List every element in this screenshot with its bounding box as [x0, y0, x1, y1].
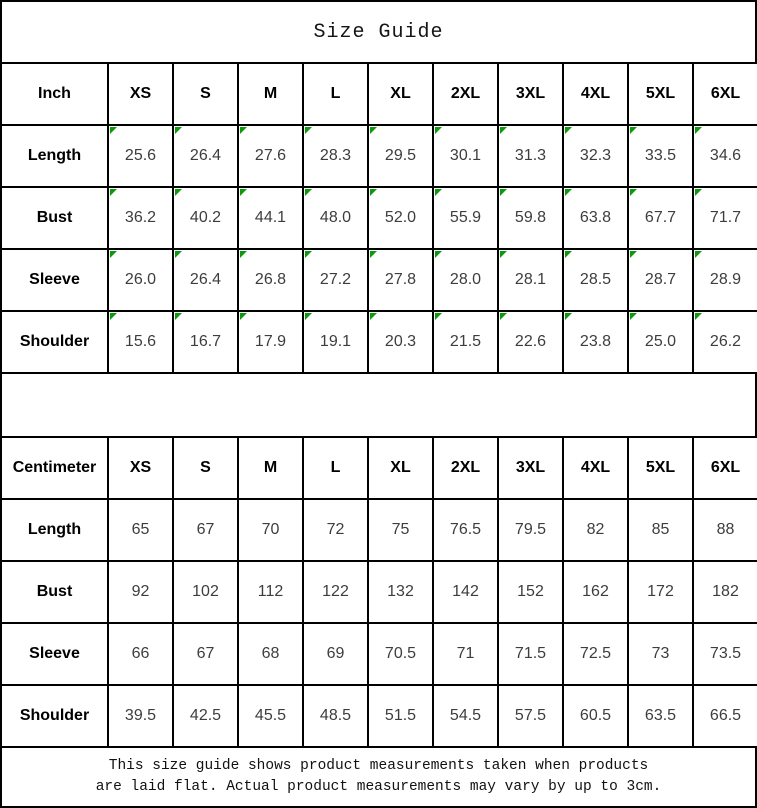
value-cell: 51.5 — [368, 685, 433, 747]
size-header-cell: XL — [368, 437, 433, 499]
size-header-cell: 6XL — [693, 437, 757, 499]
value-cell: 26.8 — [238, 249, 303, 311]
value-cell: 40.2 — [173, 187, 238, 249]
size-header-cell: 5XL — [628, 63, 693, 125]
value-cell: 66.5 — [693, 685, 757, 747]
row-label-cell: Sleeve — [1, 249, 108, 311]
value-cell: 36.2 — [108, 187, 173, 249]
corner-marker-icon — [695, 189, 702, 196]
row-label-cell: Bust — [1, 187, 108, 249]
corner-marker-icon — [240, 313, 247, 320]
value-cell: 63.5 — [628, 685, 693, 747]
size-header-cell: S — [173, 63, 238, 125]
value-cell: 20.3 — [368, 311, 433, 373]
value-cell: 48.5 — [303, 685, 368, 747]
size-header-cell: XS — [108, 63, 173, 125]
size-header-cell: L — [303, 437, 368, 499]
corner-marker-icon — [435, 127, 442, 134]
table-row — [1, 125, 757, 187]
value-cell: 28.9 — [693, 249, 757, 311]
inch-size-table — [0, 62, 757, 374]
page-title: Size Guide — [0, 0, 757, 62]
value-cell: 142 — [433, 561, 498, 623]
value-cell: 122 — [303, 561, 368, 623]
value-cell: 22.6 — [498, 311, 563, 373]
table-row — [1, 561, 757, 623]
size-header-cell: M — [238, 63, 303, 125]
value-cell: 112 — [238, 561, 303, 623]
value-cell: 152 — [498, 561, 563, 623]
size-header-cell: L — [303, 63, 368, 125]
value-cell: 132 — [368, 561, 433, 623]
corner-marker-icon — [435, 251, 442, 258]
corner-marker-icon — [565, 189, 572, 196]
value-cell: 82 — [563, 499, 628, 561]
size-header-cell: M — [238, 437, 303, 499]
corner-marker-icon — [240, 127, 247, 134]
value-cell: 70.5 — [368, 623, 433, 685]
value-cell: 26.2 — [693, 311, 757, 373]
size-header-cell: 2XL — [433, 437, 498, 499]
corner-marker-icon — [240, 189, 247, 196]
corner-marker-icon — [565, 313, 572, 320]
value-cell: 102 — [173, 561, 238, 623]
value-cell: 28.0 — [433, 249, 498, 311]
value-cell: 72 — [303, 499, 368, 561]
corner-marker-icon — [695, 313, 702, 320]
value-cell: 63.8 — [563, 187, 628, 249]
value-cell: 73.5 — [693, 623, 757, 685]
value-cell: 65 — [108, 499, 173, 561]
size-header-cell: XS — [108, 437, 173, 499]
size-header-cell: 6XL — [693, 63, 757, 125]
table-row — [1, 623, 757, 685]
table-row — [1, 63, 757, 125]
value-cell: 70 — [238, 499, 303, 561]
value-cell: 26.4 — [173, 249, 238, 311]
value-cell: 32.3 — [563, 125, 628, 187]
size-header-cell: 3XL — [498, 437, 563, 499]
unit-header-cell: Centimeter — [1, 437, 108, 499]
size-header-cell: 3XL — [498, 63, 563, 125]
corner-marker-icon — [370, 189, 377, 196]
value-cell: 92 — [108, 561, 173, 623]
value-cell: 79.5 — [498, 499, 563, 561]
corner-marker-icon — [500, 313, 507, 320]
size-header-cell: 2XL — [433, 63, 498, 125]
corner-marker-icon — [175, 189, 182, 196]
corner-marker-icon — [110, 251, 117, 258]
corner-marker-icon — [630, 313, 637, 320]
value-cell: 52.0 — [368, 187, 433, 249]
table-row — [1, 499, 757, 561]
value-cell: 33.5 — [628, 125, 693, 187]
corner-marker-icon — [305, 251, 312, 258]
corner-marker-icon — [370, 251, 377, 258]
size-header-cell: XL — [368, 63, 433, 125]
value-cell: 68 — [238, 623, 303, 685]
value-cell: 88 — [693, 499, 757, 561]
value-cell: 69 — [303, 623, 368, 685]
value-cell: 73 — [628, 623, 693, 685]
value-cell: 44.1 — [238, 187, 303, 249]
corner-marker-icon — [305, 313, 312, 320]
value-cell: 26.0 — [108, 249, 173, 311]
corner-marker-icon — [565, 127, 572, 134]
size-header-cell: 4XL — [563, 437, 628, 499]
value-cell: 34.6 — [693, 125, 757, 187]
corner-marker-icon — [435, 313, 442, 320]
value-cell: 45.5 — [238, 685, 303, 747]
value-cell: 23.8 — [563, 311, 628, 373]
corner-marker-icon — [630, 189, 637, 196]
value-cell: 28.1 — [498, 249, 563, 311]
value-cell: 42.5 — [173, 685, 238, 747]
value-cell: 25.6 — [108, 125, 173, 187]
footnote-line-1: This size guide shows product measurements taken when products — [108, 757, 649, 774]
row-label-cell: Length — [1, 125, 108, 187]
value-cell: 28.5 — [563, 249, 628, 311]
value-cell: 76.5 — [433, 499, 498, 561]
value-cell: 59.8 — [498, 187, 563, 249]
value-cell: 19.1 — [303, 311, 368, 373]
row-label-cell: Sleeve — [1, 623, 108, 685]
corner-marker-icon — [630, 251, 637, 258]
value-cell: 66 — [108, 623, 173, 685]
value-cell: 85 — [628, 499, 693, 561]
value-cell: 57.5 — [498, 685, 563, 747]
corner-marker-icon — [630, 127, 637, 134]
value-cell: 71 — [433, 623, 498, 685]
value-cell: 26.4 — [173, 125, 238, 187]
row-label-cell: Bust — [1, 561, 108, 623]
corner-marker-icon — [370, 313, 377, 320]
value-cell: 162 — [563, 561, 628, 623]
unit-header-cell: Inch — [1, 63, 108, 125]
value-cell: 72.5 — [563, 623, 628, 685]
value-cell: 71.5 — [498, 623, 563, 685]
footnote — [0, 748, 757, 808]
corner-marker-icon — [500, 127, 507, 134]
corner-marker-icon — [305, 189, 312, 196]
value-cell: 21.5 — [433, 311, 498, 373]
row-label-cell: Length — [1, 499, 108, 561]
table-row — [1, 311, 757, 373]
corner-marker-icon — [175, 251, 182, 258]
row-label-cell: Shoulder — [1, 311, 108, 373]
value-cell: 67 — [173, 499, 238, 561]
corner-marker-icon — [500, 251, 507, 258]
value-cell: 16.7 — [173, 311, 238, 373]
value-cell: 75 — [368, 499, 433, 561]
value-cell: 29.5 — [368, 125, 433, 187]
table-row — [1, 685, 757, 747]
corner-marker-icon — [695, 127, 702, 134]
value-cell: 67 — [173, 623, 238, 685]
value-cell: 182 — [693, 561, 757, 623]
value-cell: 55.9 — [433, 187, 498, 249]
value-cell: 15.6 — [108, 311, 173, 373]
value-cell: 60.5 — [563, 685, 628, 747]
corner-marker-icon — [695, 251, 702, 258]
value-cell: 48.0 — [303, 187, 368, 249]
centimeter-size-table — [0, 436, 757, 748]
value-cell: 27.2 — [303, 249, 368, 311]
corner-marker-icon — [500, 189, 507, 196]
corner-marker-icon — [435, 189, 442, 196]
size-header-cell: S — [173, 437, 238, 499]
row-label-cell: Shoulder — [1, 685, 108, 747]
value-cell: 30.1 — [433, 125, 498, 187]
value-cell: 27.8 — [368, 249, 433, 311]
value-cell: 25.0 — [628, 311, 693, 373]
corner-marker-icon — [175, 127, 182, 134]
section-spacer — [0, 374, 757, 436]
value-cell: 54.5 — [433, 685, 498, 747]
value-cell: 71.7 — [693, 187, 757, 249]
size-header-cell: 5XL — [628, 437, 693, 499]
value-cell: 27.6 — [238, 125, 303, 187]
value-cell: 28.7 — [628, 249, 693, 311]
value-cell: 172 — [628, 561, 693, 623]
value-cell: 67.7 — [628, 187, 693, 249]
corner-marker-icon — [370, 127, 377, 134]
value-cell: 17.9 — [238, 311, 303, 373]
table-row — [1, 187, 757, 249]
corner-marker-icon — [110, 189, 117, 196]
size-header-cell: 4XL — [563, 63, 628, 125]
table-row — [1, 437, 757, 499]
footnote-line-2: are laid flat. Actual product measurements may vary by up to 3cm. — [95, 779, 662, 795]
value-cell: 31.3 — [498, 125, 563, 187]
corner-marker-icon — [565, 251, 572, 258]
corner-marker-icon — [240, 251, 247, 258]
corner-marker-icon — [110, 313, 117, 320]
corner-marker-icon — [305, 127, 312, 134]
value-cell: 39.5 — [108, 685, 173, 747]
table-row — [1, 249, 757, 311]
value-cell: 28.3 — [303, 125, 368, 187]
corner-marker-icon — [110, 127, 117, 134]
corner-marker-icon — [175, 313, 182, 320]
